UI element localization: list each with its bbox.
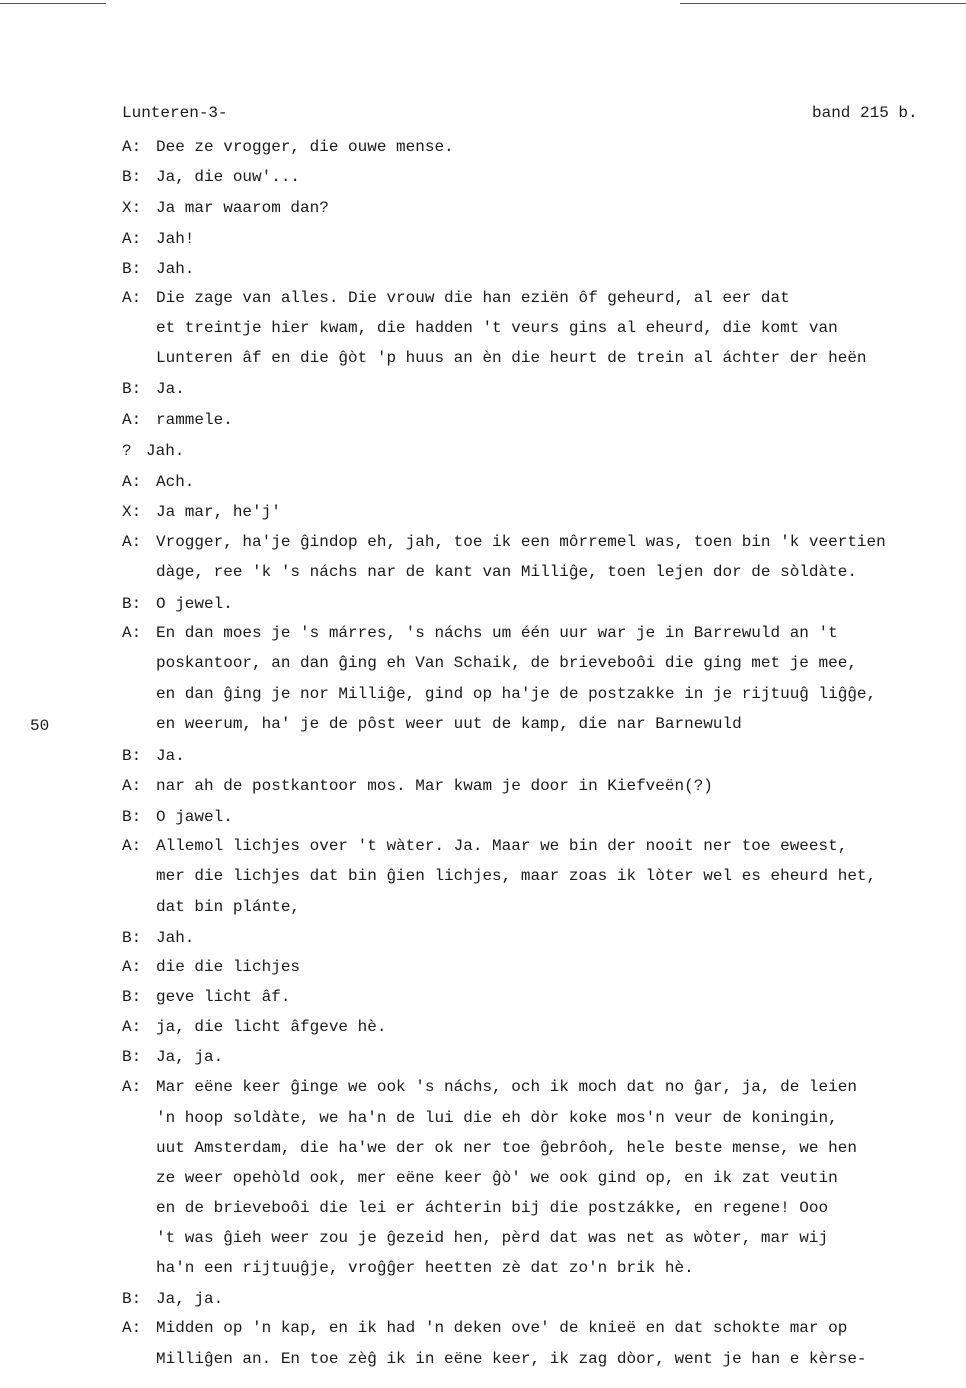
line-text: Ja mar waarom dan?	[156, 199, 329, 217]
transcript-line	[156, 653, 857, 673]
transcript-line	[122, 1047, 223, 1067]
line-text: Midden op 'n kap, en ik had 'n deken ove' de knieë en dat schokte mar op	[156, 1319, 848, 1337]
header-tape-number: band 215 b.	[812, 104, 918, 122]
line-text: ha'n een rijtuuĝje, vroĝĝer heetten zè dat zo'n brik hè.	[156, 1259, 694, 1277]
speaker-label: A:	[122, 1078, 142, 1096]
transcript-line	[122, 259, 194, 279]
transcript-line	[156, 866, 876, 886]
line-text: Jah.	[156, 929, 195, 947]
line-text: ze weer opehòld ook, mer eëne keer ĝò' we ook gind op, en ik zat veutin	[156, 1169, 838, 1187]
line-text: rammele.	[156, 411, 233, 429]
transcript-line	[156, 684, 876, 704]
line-text: ja, die licht âfgeve hè.	[156, 1018, 387, 1036]
speaker-label: A:	[122, 289, 142, 307]
top-rule-right	[680, 3, 966, 4]
transcript-line	[156, 1349, 867, 1369]
transcript-line	[156, 897, 300, 917]
transcript-line	[122, 1077, 857, 1097]
line-text: Dee ze vrogger, die ouwe mense.	[156, 138, 454, 156]
speaker-label: A:	[122, 837, 142, 855]
speaker-label: X:	[122, 503, 142, 521]
line-text: Ja, ja.	[156, 1048, 224, 1066]
line-text: Ja, die ouw'...	[156, 168, 301, 186]
speaker-label: A:	[122, 777, 142, 795]
transcript-line	[122, 1017, 386, 1037]
transcript-line	[122, 441, 184, 461]
line-text: uut Amsterdam, die ha'we der ok ner toe ĝebrôoh, hele beste mense, we hen	[156, 1139, 857, 1157]
line-text: 'n hoop soldàte, we ha'n de lui die eh dòr koke mos'n veur de koningin,	[156, 1109, 838, 1127]
transcript-line	[156, 348, 867, 368]
line-text: die die lichjes	[156, 958, 301, 976]
transcript-line	[122, 288, 790, 308]
transcript-line	[122, 1289, 223, 1309]
line-text: Jah!	[156, 230, 195, 248]
transcript-line	[122, 167, 300, 187]
transcript-line	[122, 807, 233, 827]
speaker-label: A:	[122, 533, 142, 551]
transcript-line	[122, 594, 233, 614]
speaker-label: A:	[122, 473, 142, 491]
line-text: Milliĝen an. En toe zèĝ ik in eëne keer, ik zag dòor, went je han e kèrse-	[156, 1350, 867, 1368]
transcript-line	[156, 714, 742, 734]
transcript-line	[122, 410, 233, 430]
line-text: Die zage van alles. Die vrouw die han eziën ôf geheurd, al eer dat	[156, 289, 790, 307]
transcript-line	[122, 532, 886, 552]
speaker-label: A:	[122, 230, 142, 248]
line-text: poskantoor, an dan ĝing eh Van Schaik, de brieveboôi die ging met je mee,	[156, 654, 857, 672]
transcript-line	[122, 836, 847, 856]
transcript-line	[122, 746, 185, 766]
speaker-label: A:	[122, 1319, 142, 1337]
transcript-line	[156, 562, 857, 582]
speaker-label: B:	[122, 595, 142, 613]
margin-line-number: 50	[30, 717, 50, 735]
transcript-line	[156, 1138, 857, 1158]
speaker-label: B:	[122, 808, 142, 826]
line-text: Allemol lichjes over 't wàter. Ja. Maar we bin der nooit ner toe eweest,	[156, 837, 848, 855]
transcript-line	[122, 957, 300, 977]
line-text: Ach.	[156, 473, 195, 491]
speaker-label: B:	[122, 929, 142, 947]
transcript-line	[156, 318, 838, 338]
line-text: Ja.	[156, 747, 185, 765]
line-text: Vrogger, ha'je ĝindop eh, jah, toe ik een môrremel was, toen bin 'k veertien	[156, 533, 886, 551]
speaker-label: B:	[122, 1048, 142, 1066]
line-text: 't was ĝieh weer zou je ĝezeid hen, pèrd dat was net as wòter, mar wij	[156, 1229, 829, 1247]
transcript-line	[122, 198, 329, 218]
line-text: en dan ĝing je nor Milliĝe, gind op ha'je de postzakke in je rijtuuĝ liĝĝe,	[156, 685, 877, 703]
speaker-label: A:	[122, 411, 142, 429]
line-text: Jah.	[156, 260, 195, 278]
transcript-line	[122, 502, 281, 522]
transcript-line	[156, 1258, 694, 1278]
header-title: Lunteren-3-	[122, 104, 228, 122]
line-text: nar ah de postkantoor mos. Mar kwam je door in Kiefveën(?)	[156, 777, 713, 795]
speaker-label: A:	[122, 958, 142, 976]
top-rule-left	[0, 3, 106, 4]
line-text: Lunteren âf en die ĝòt 'p huus an èn die heurt de trein al áchter der heën	[156, 349, 867, 367]
line-text: dàge, ree 'k 's náchs nar de kant van Milliĝe, toen lejen dor de sòldàte.	[156, 563, 857, 581]
transcript-line	[122, 472, 194, 492]
speaker-label: B:	[122, 168, 142, 186]
line-text: O jawel.	[156, 808, 233, 826]
line-text: Ja.	[156, 380, 185, 398]
speaker-label: B:	[122, 380, 142, 398]
line-text: geve licht âf.	[156, 988, 291, 1006]
line-text: En dan moes je 's márres, 's náchs um één uur war je in Barrewuld an 't	[156, 624, 838, 642]
transcript-line	[122, 623, 838, 643]
line-text: dat bin plánte,	[156, 898, 301, 916]
transcript-line	[122, 987, 290, 1007]
transcript-line	[122, 776, 713, 796]
speaker-label: X:	[122, 199, 142, 217]
speaker-label: B:	[122, 747, 142, 765]
speaker-label: ?	[122, 442, 132, 460]
transcript-line	[156, 1228, 828, 1248]
transcript-line	[122, 928, 194, 948]
speaker-label: A:	[122, 1018, 142, 1036]
line-text: Ja, ja.	[156, 1290, 224, 1308]
speaker-label: B:	[122, 260, 142, 278]
transcript-line	[156, 1198, 828, 1218]
transcript-line	[156, 1108, 838, 1128]
line-text: Jah.	[146, 442, 185, 460]
line-text: Mar eëne keer ĝinge we ook 's náchs, och ik moch dat no ĝar, ja, de leien	[156, 1078, 857, 1096]
transcript-line	[122, 137, 454, 157]
speaker-label: B:	[122, 1290, 142, 1308]
speaker-label: A:	[122, 138, 142, 156]
transcript-line	[156, 1168, 838, 1188]
line-text: en weerum, ha' je de pôst weer uut de kamp, die nar Barnewuld	[156, 715, 742, 733]
transcript-line	[122, 379, 185, 399]
speaker-label: A:	[122, 624, 142, 642]
line-text: mer die lichjes dat bin ĝien lichjes, maar zoas ik lòter wel es eheurd het,	[156, 867, 877, 885]
line-text: et treintje hier kwam, die hadden 't veurs gins al eheurd, die komt van	[156, 319, 838, 337]
speaker-label: B:	[122, 988, 142, 1006]
transcript-line	[122, 1318, 847, 1338]
line-text: Ja mar, he'j'	[156, 503, 281, 521]
line-text: O jewel.	[156, 595, 233, 613]
transcript-line	[122, 229, 194, 249]
line-text: en de brieveboôi die lei er áchterin bij die postzákke, en regene! Ooo	[156, 1199, 829, 1217]
